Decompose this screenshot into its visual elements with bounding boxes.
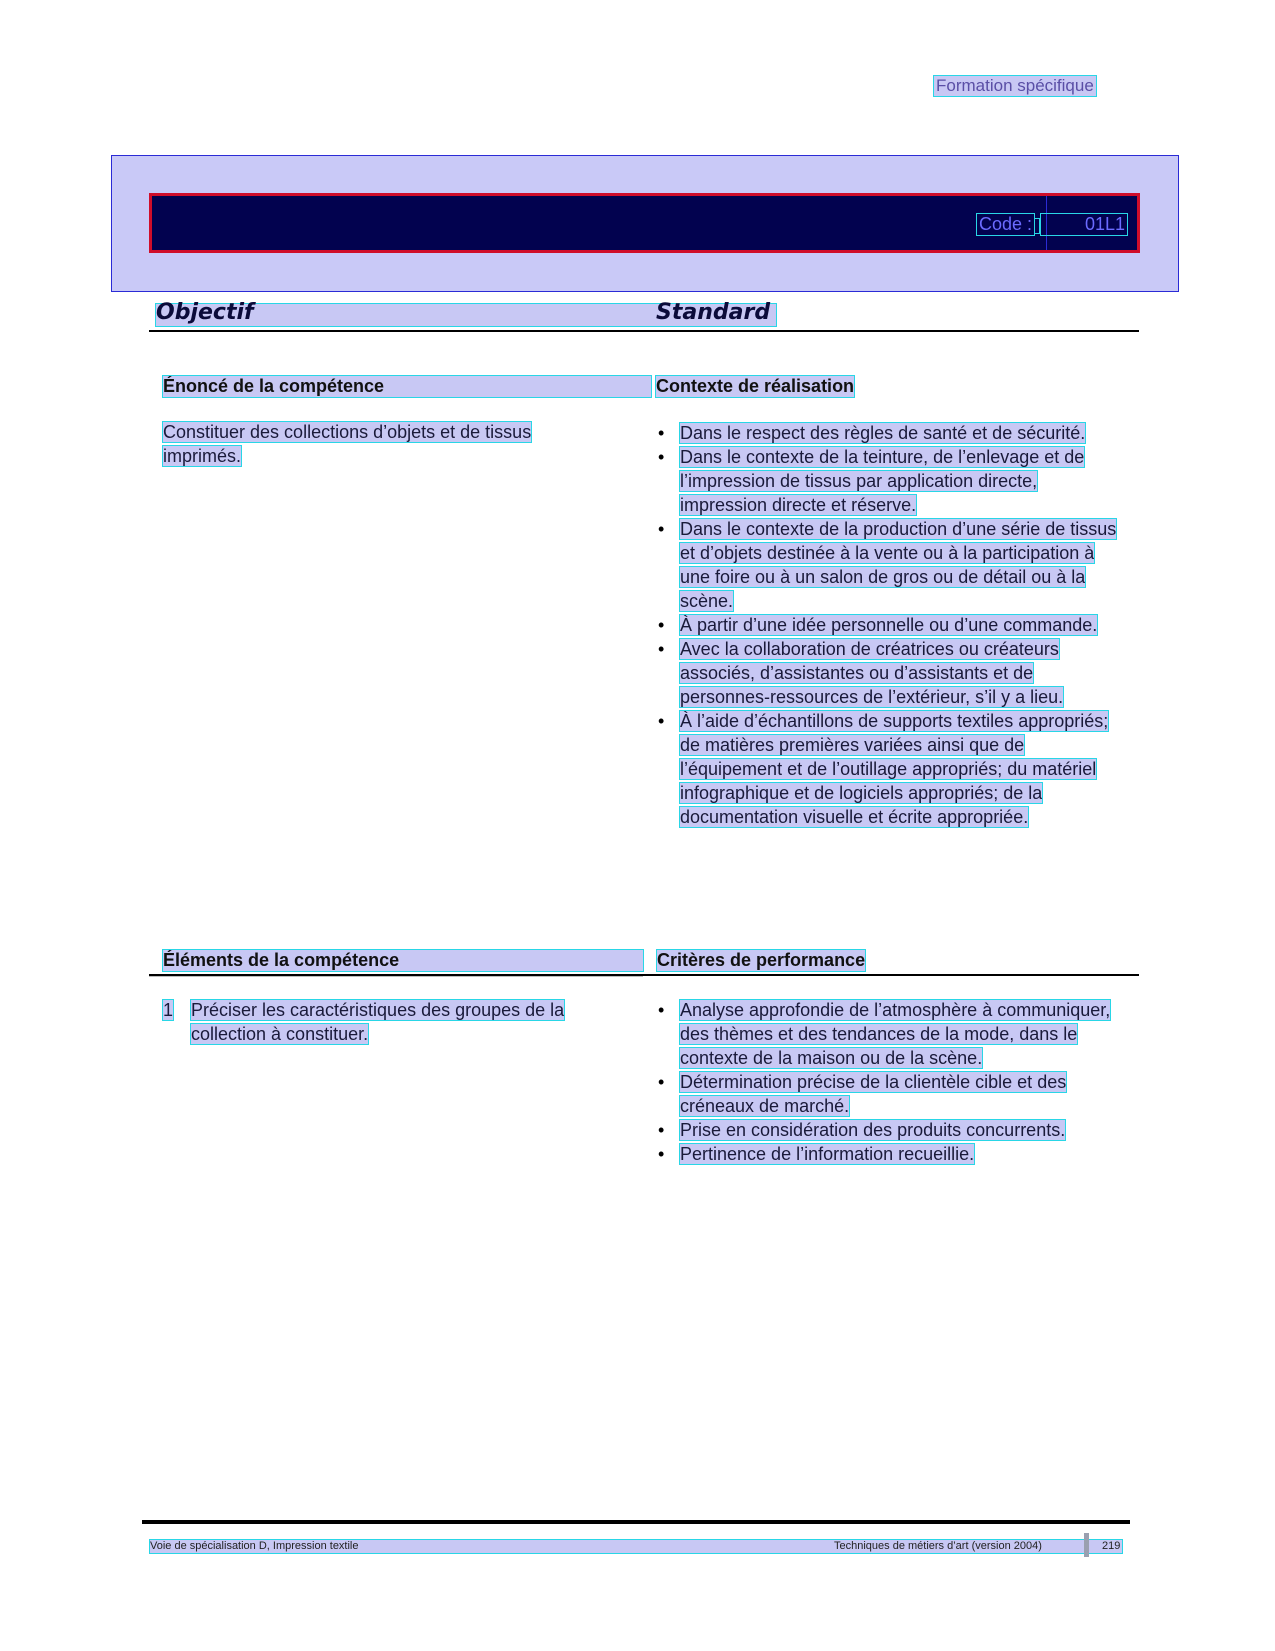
list-item: • Dans le contexte de la teinture, de l’enlevage et de l’impression de tissus par application directe, impression directe et réserve.	[660, 445, 1128, 517]
criteres-list	[660, 998, 1128, 1166]
code-label: Code :	[979, 214, 1033, 234]
elements-title: Éléments de la compétence	[163, 950, 643, 971]
code-separator	[1034, 218, 1040, 234]
element-number: 1	[163, 1000, 174, 1020]
list-item: • Dans le respect des règles de santé et de sécurité.	[660, 421, 1128, 445]
footer-right: Techniques de métiers d’art (version 2004)	[834, 1540, 1042, 1552]
standard-heading: Standard	[656, 300, 771, 325]
objectif-heading: Objectif	[156, 300, 254, 325]
list-item: • Prise en considération des produits concurrents.	[660, 1118, 1128, 1142]
list-item: • À partir d’une idée personnelle ou d’une commande.	[660, 613, 1128, 637]
list-item: • Avec la collaboration de créatrices ou créateurs associés, d’assistantes ou d’assistants et de personnes-ressources de l’extérieur, s’il y a lieu.	[660, 637, 1128, 709]
elements-subrule	[149, 976, 643, 977]
criteres-title: Critères de performance	[657, 950, 866, 970]
list-item: • À l’aide d’échantillons de supports textiles appropriés; de matières premières variées ainsi que de l’équipement et de l’outillage appropriés; du matériel infographique et de logiciels appropriés; de la documentation visuelle et écrite appropriée.	[660, 709, 1128, 829]
list-item: • Pertinence de l’information recueillie.	[660, 1142, 1128, 1166]
list-item: • Détermination précise de la clientèle cible et des créneaux de marché.	[660, 1070, 1128, 1118]
enonce-text: Constituer des collections d’objets et de tissus imprimés.	[163, 422, 532, 466]
list-item: • Analyse approfondie de l’atmosphère à communiquer, des thèmes et des tendances de la mode, dans le contexte de la maison ou de la scène.	[660, 998, 1128, 1070]
footer-rule	[142, 1520, 1130, 1524]
running-header: Formation spécifique	[936, 76, 1094, 95]
enonce-title: Énoncé de la compétence	[163, 376, 651, 397]
contexte-title: Contexte de réalisation	[656, 376, 855, 396]
element-text: Préciser les caractéristiques des groupes de la collection à constituer.	[191, 1000, 565, 1044]
page-number: 219	[1102, 1540, 1121, 1552]
contexte-list	[660, 421, 1128, 829]
section-rule	[149, 330, 1139, 332]
footer-tick	[1084, 1533, 1089, 1557]
list-item: • Dans le contexte de la production d’une série de tissus et d’objets destinée à la vente ou à la participation à une foire ou à un salon de gros ou de détail ou à la scène.	[660, 517, 1128, 613]
footer-left: Voie de spécialisation D, Impression textile	[150, 1540, 359, 1552]
code-value: 01L1	[1041, 214, 1127, 235]
